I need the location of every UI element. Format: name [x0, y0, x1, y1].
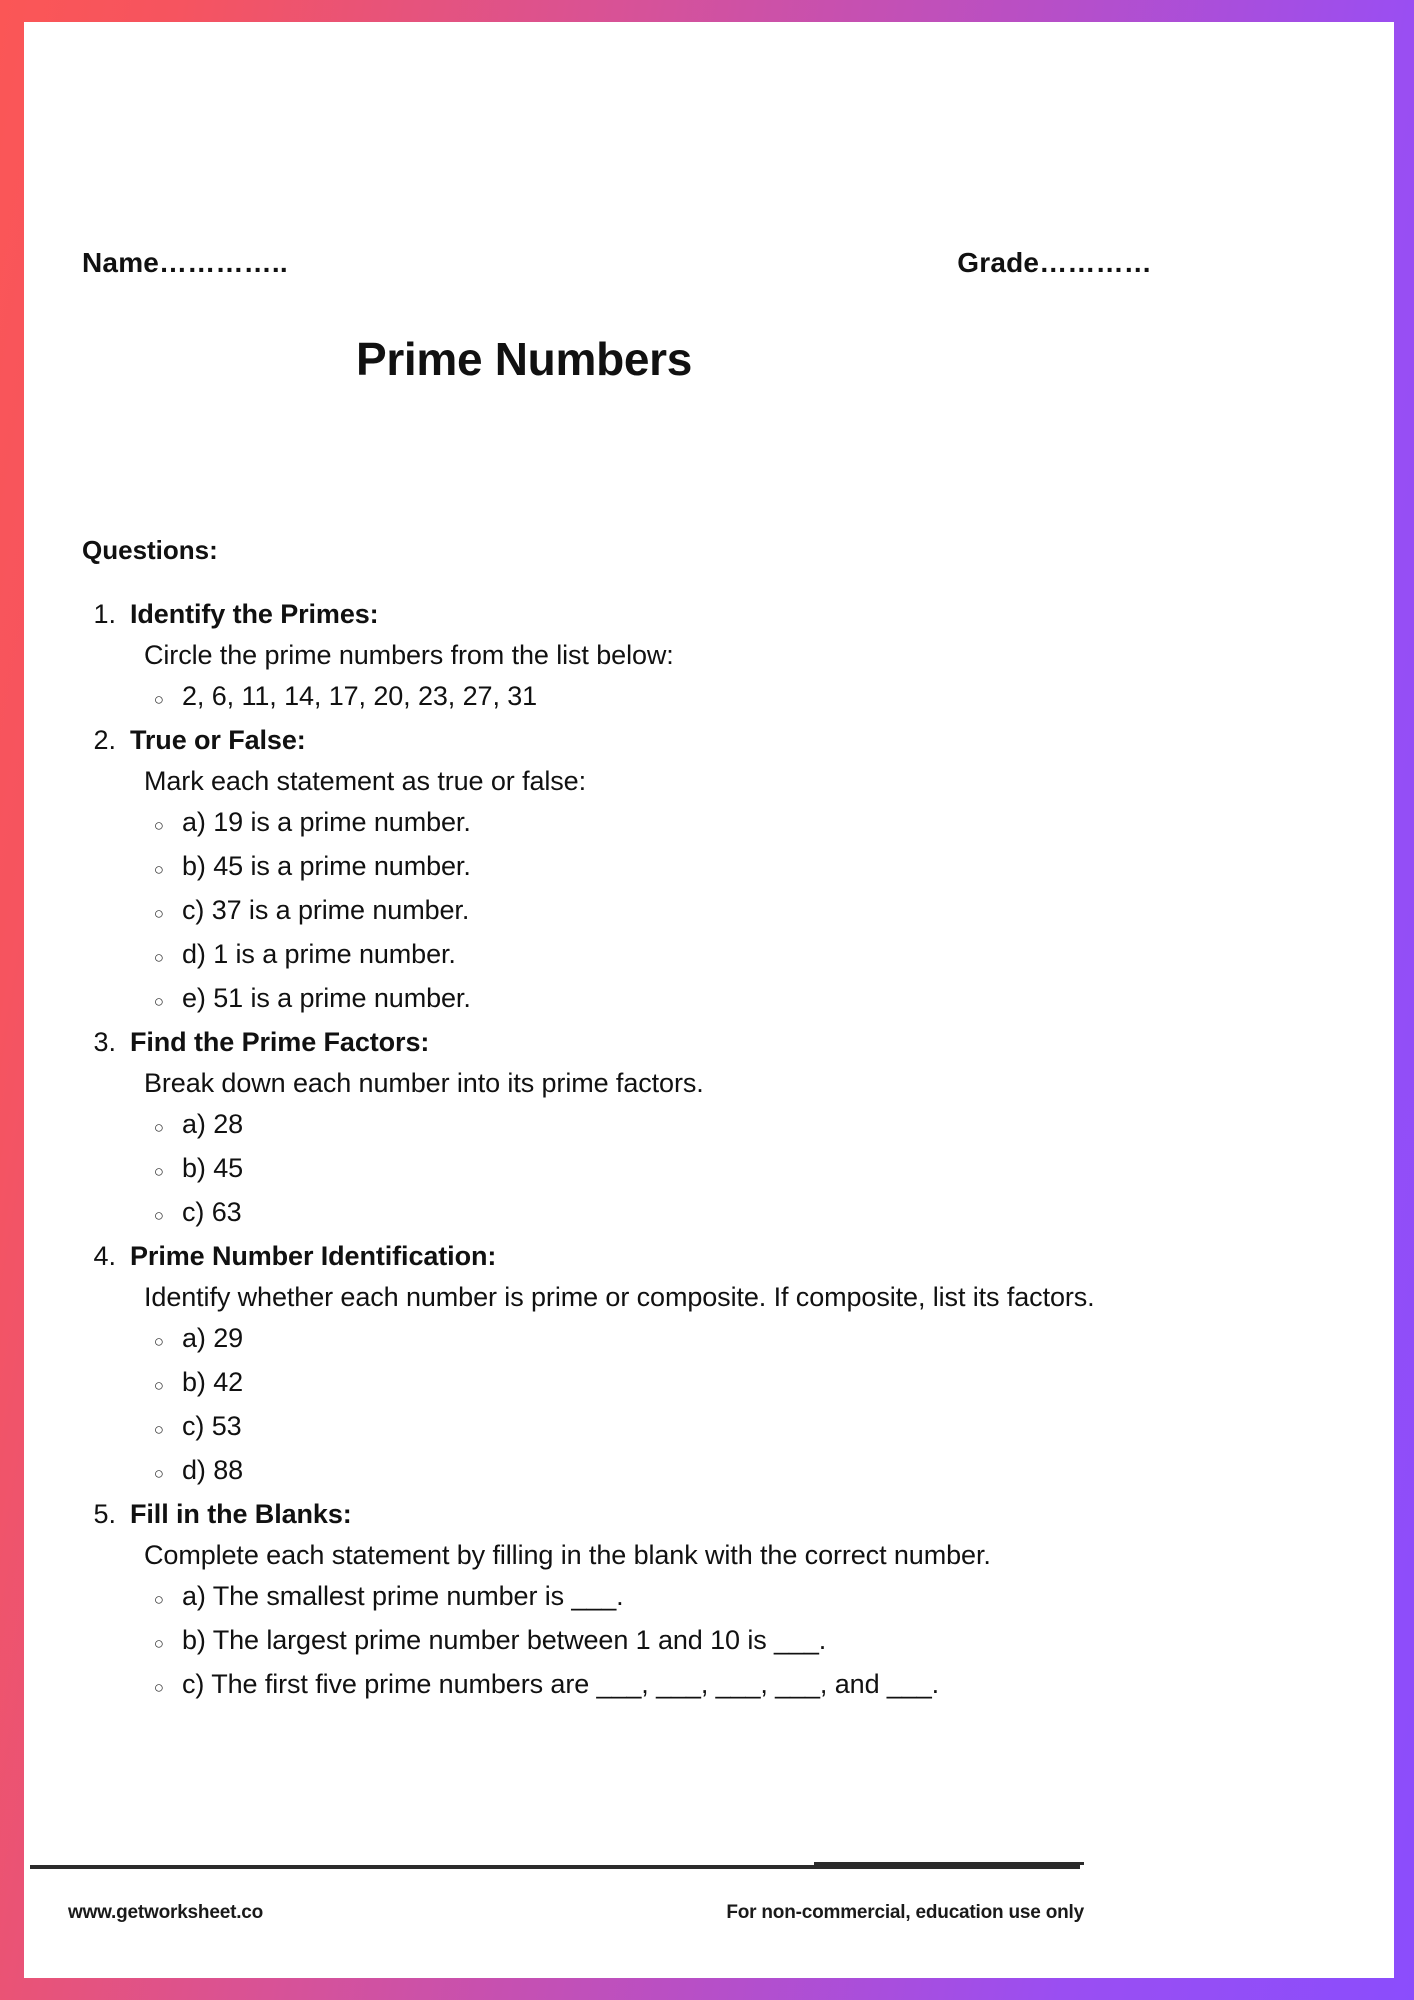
hollow-circle-bullet-icon: ○: [153, 992, 164, 1011]
question-description: Circle the prime numbers from the list below:: [144, 640, 674, 670]
question-number: 4.: [93, 1241, 116, 1271]
hollow-circle-bullet-icon: ○: [153, 860, 164, 879]
question-sub-list: [82, 1104, 1342, 1236]
question-description: Identify whether each number is prime or composite. If composite, list its factors.: [144, 1282, 1095, 1312]
question-sub-item-text: e) 51 is a prime number.: [182, 983, 471, 1013]
question-list: [82, 594, 1342, 1708]
hollow-circle-bullet-icon: ○: [153, 1464, 164, 1483]
hollow-circle-bullet-icon: ○: [153, 904, 164, 923]
question-title: Prime Number Identification:: [130, 1241, 497, 1271]
question-sub-item[interactable]: [82, 1450, 1342, 1494]
question-sub-item[interactable]: [82, 676, 1342, 720]
question-sub-item-text: b) The largest prime number between 1 and 10 is ___.: [182, 1625, 827, 1655]
question-sub-item-text: a) 29: [182, 1323, 244, 1353]
hollow-circle-bullet-icon: ○: [153, 1162, 164, 1181]
question-header: [82, 1022, 1342, 1063]
question-title: True or False:: [130, 725, 306, 755]
question-number: 3.: [93, 1027, 116, 1057]
question-sub-list: [82, 1318, 1342, 1494]
hollow-circle-bullet-icon: ○: [153, 1206, 164, 1225]
question-sub-item-text: c) 63: [182, 1197, 242, 1227]
question-sub-item[interactable]: [82, 1620, 1342, 1664]
question-sub-item-text: d) 88: [182, 1455, 244, 1485]
question-number: 5.: [93, 1499, 116, 1529]
footer-divider: [30, 1865, 1080, 1869]
question-sub-item-text: c) 53: [182, 1411, 242, 1441]
question-sub-item[interactable]: [82, 1148, 1342, 1192]
question-sub-item[interactable]: [82, 890, 1342, 934]
question-sub-item[interactable]: [82, 1406, 1342, 1450]
question-sub-item-text: b) 45: [182, 1153, 244, 1183]
question-header: [82, 720, 1342, 761]
worksheet-content: [24, 22, 1394, 1978]
question-sub-item[interactable]: [82, 802, 1342, 846]
question-sub-item-text: d) 1 is a prime number.: [182, 939, 456, 969]
question-sub-list: [82, 802, 1342, 1022]
question-sub-item-text: a) 28: [182, 1109, 244, 1139]
question-description: Break down each number into its prime factors.: [144, 1068, 704, 1098]
worksheet-page: [24, 22, 1394, 1978]
question-item: [82, 1494, 1342, 1708]
hollow-circle-bullet-icon: ○: [153, 690, 164, 709]
question-sub-item[interactable]: [82, 934, 1342, 978]
page-title: Prime Numbers: [355, 333, 693, 385]
question-description: Complete each statement by filling in the blank with the correct number.: [144, 1540, 991, 1570]
student-info-row: [82, 247, 1312, 279]
question-sub-item[interactable]: [82, 1576, 1342, 1620]
question-sub-item-text: 2, 6, 11, 14, 17, 20, 23, 27, 31: [182, 681, 538, 711]
question-title: Find the Prime Factors:: [130, 1027, 430, 1057]
hollow-circle-bullet-icon: ○: [153, 816, 164, 835]
question-item: [82, 1236, 1342, 1494]
hollow-circle-bullet-icon: ○: [153, 1420, 164, 1439]
question-sub-item[interactable]: [82, 1318, 1342, 1362]
question-sub-item-text: b) 45 is a prime number.: [182, 851, 471, 881]
question-sub-item[interactable]: [82, 846, 1342, 890]
question-item: [82, 1022, 1342, 1236]
hollow-circle-bullet-icon: ○: [153, 1678, 164, 1697]
footer: [68, 1902, 1084, 1924]
question-sub-item[interactable]: [82, 1664, 1342, 1708]
question-sub-item[interactable]: [82, 978, 1342, 1022]
question-number: 1.: [93, 599, 116, 629]
name-field-label[interactable]: Name…………..: [82, 247, 288, 278]
hollow-circle-bullet-icon: ○: [153, 1590, 164, 1609]
question-sub-item[interactable]: [82, 1362, 1342, 1406]
footer-divider-segment: [814, 1862, 1084, 1865]
question-sub-item[interactable]: [82, 1104, 1342, 1148]
hollow-circle-bullet-icon: ○: [153, 948, 164, 967]
question-sub-item-text: c) 37 is a prime number.: [182, 895, 470, 925]
hollow-circle-bullet-icon: ○: [153, 1332, 164, 1351]
footer-usage-notice: For non-commercial, education use only: [726, 1902, 1084, 1923]
hollow-circle-bullet-icon: ○: [153, 1118, 164, 1137]
question-number: 2.: [93, 725, 116, 755]
question-sub-list: [82, 1576, 1342, 1708]
grade-field-label[interactable]: Grade…………: [957, 247, 1152, 278]
hollow-circle-bullet-icon: ○: [153, 1376, 164, 1395]
hollow-circle-bullet-icon: ○: [153, 1634, 164, 1653]
question-header: [82, 1236, 1342, 1277]
question-sub-item-text: c) The first five prime numbers are ___, ___, ___, ___, and ___.: [182, 1669, 940, 1699]
question-title: Fill in the Blanks:: [130, 1499, 352, 1529]
question-description: Mark each statement as true or false:: [144, 766, 586, 796]
question-item: [82, 594, 1342, 720]
question-sub-item[interactable]: [82, 1192, 1342, 1236]
question-sub-list: [82, 676, 1342, 720]
question-sub-item-text: a) The smallest prime number is ___.: [182, 1581, 624, 1611]
question-item: [82, 720, 1342, 1022]
question-sub-item-text: b) 42: [182, 1367, 244, 1397]
question-header: [82, 594, 1342, 635]
question-title: Identify the Primes:: [130, 599, 379, 629]
footer-website-link[interactable]: www.getworksheet.co: [68, 1902, 264, 1923]
question-header: [82, 1494, 1342, 1535]
question-sub-item-text: a) 19 is a prime number.: [182, 807, 471, 837]
questions-heading: Questions:: [82, 535, 218, 565]
